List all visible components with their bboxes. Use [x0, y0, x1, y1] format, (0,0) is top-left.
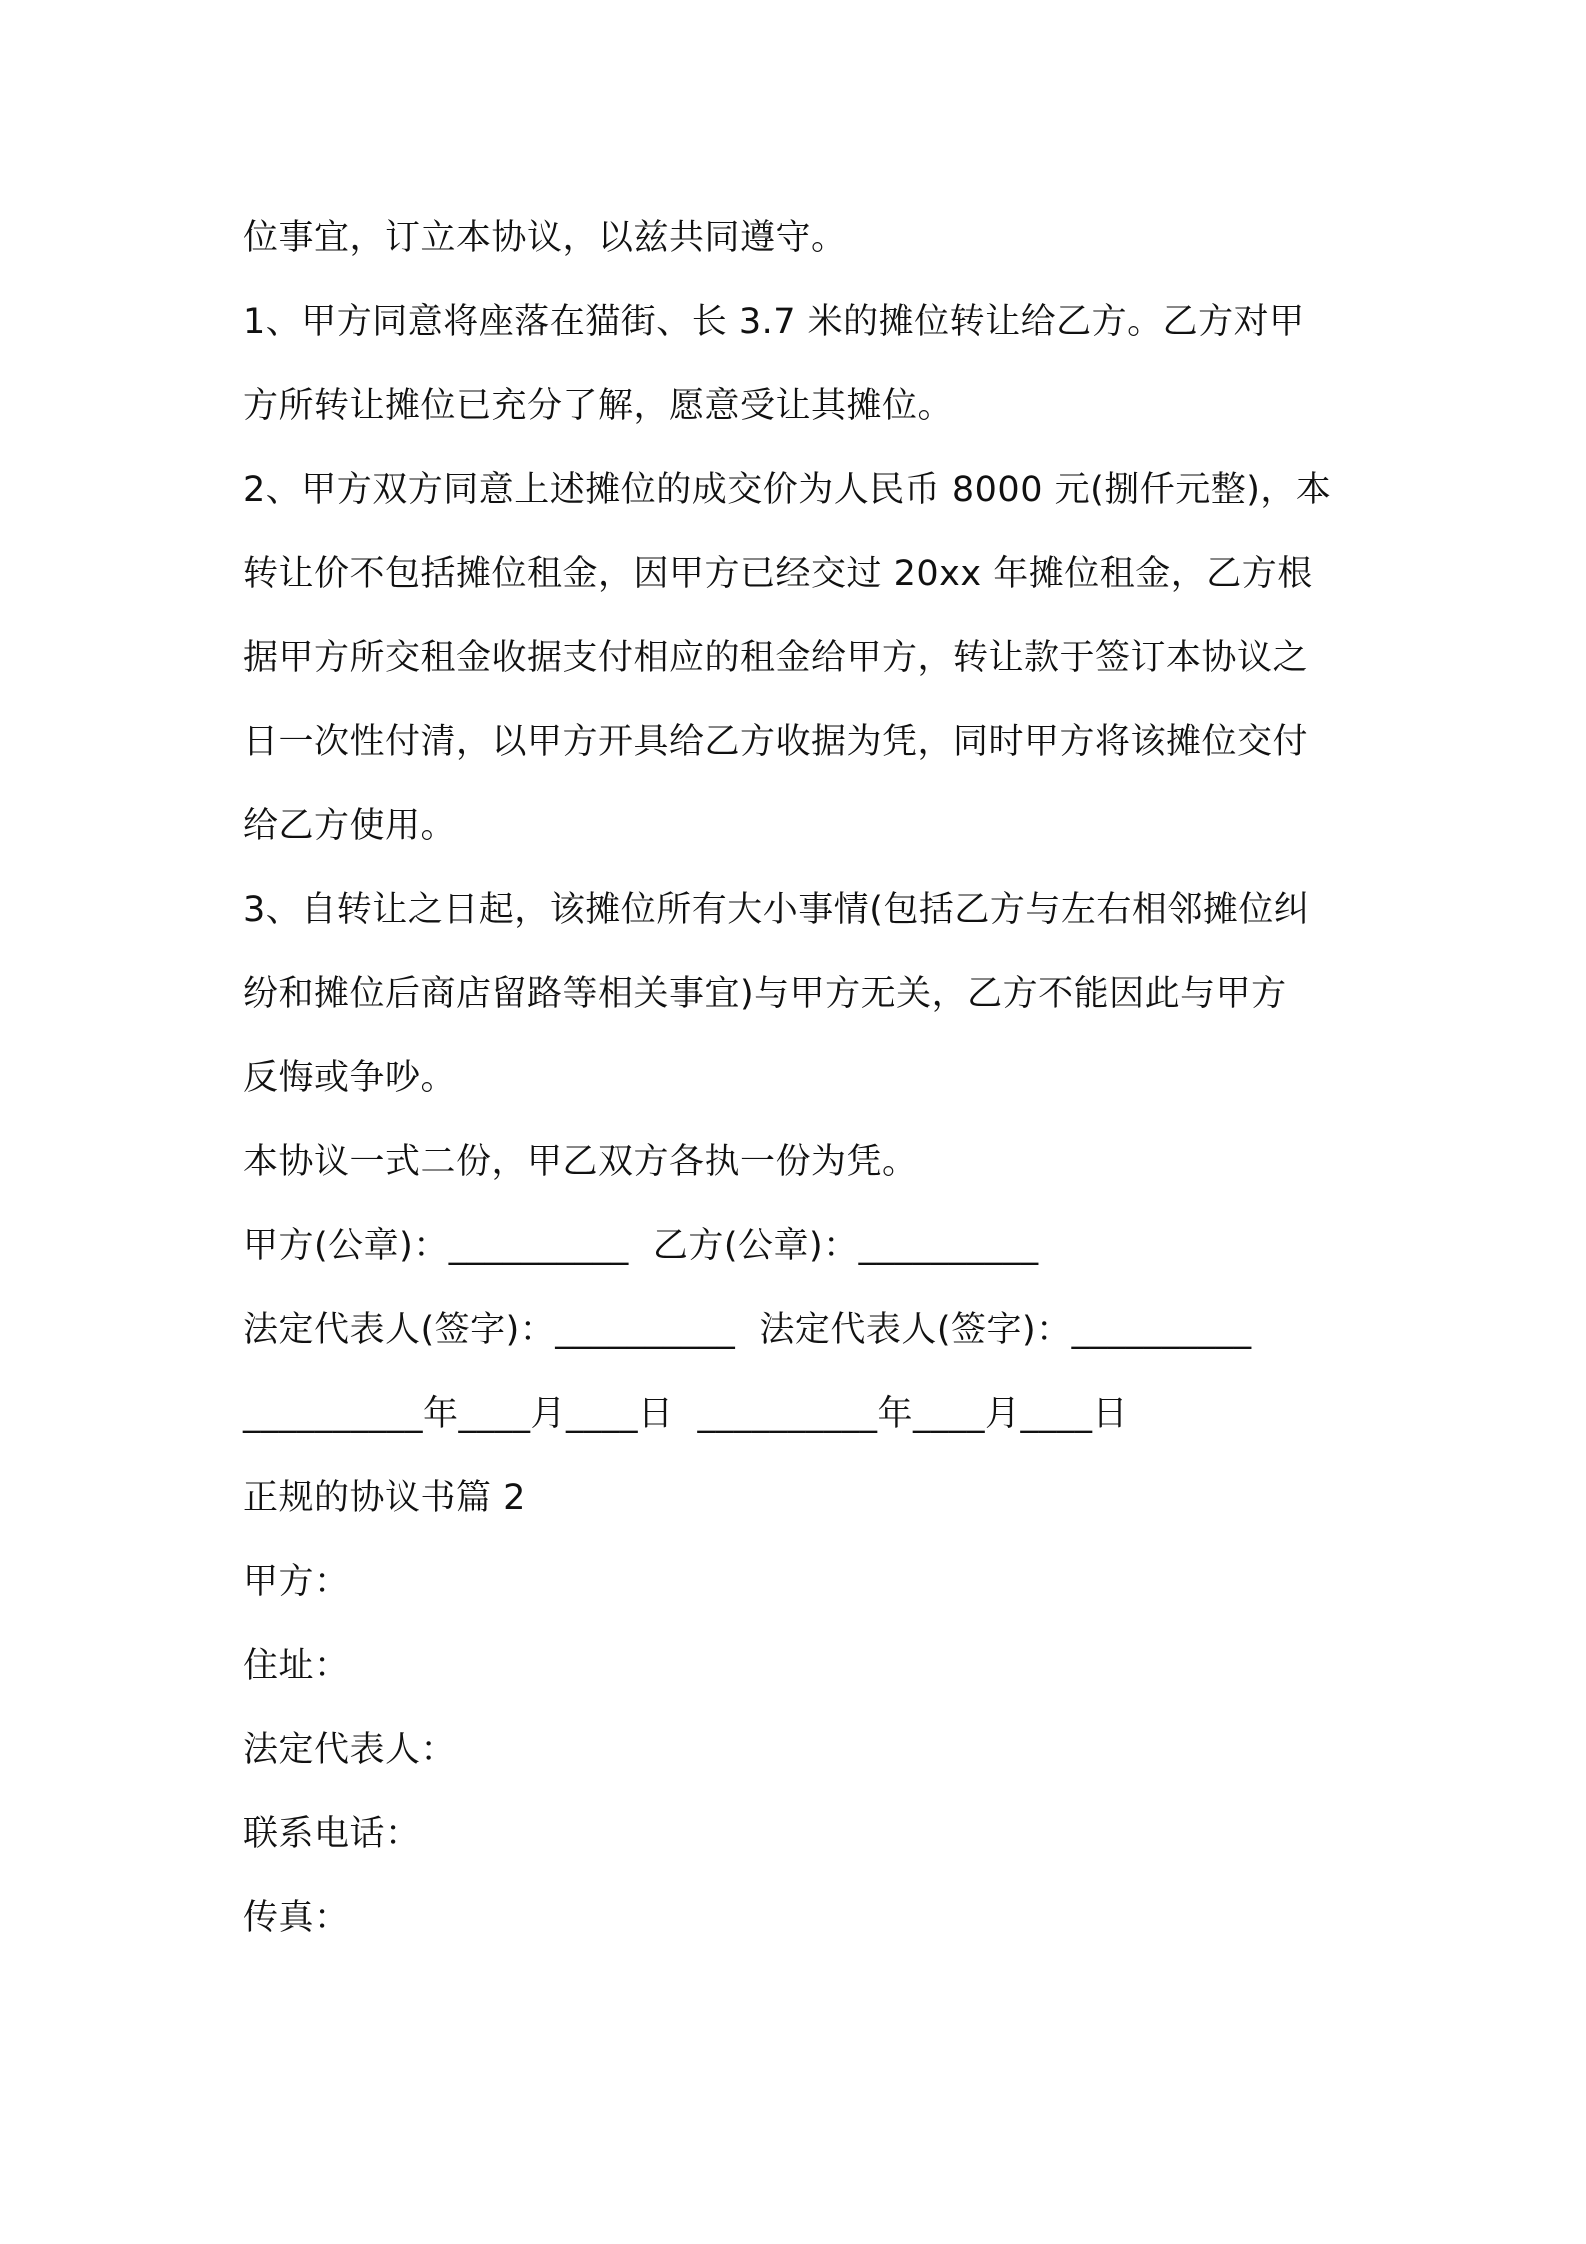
section-title: 正规的协议书篇 2	[243, 1478, 526, 1518]
paragraph-line: 据甲方所交租金收据支付相应的租金给甲方，转让款于签订本协议之	[243, 638, 1309, 678]
signature-rep-row	[243, 1288, 1353, 1372]
paragraph-line: 日一次性付清，以甲方开具给乙方收据为凭，同时甲方将该摊位交付	[243, 722, 1309, 762]
party-b-rep-field: 法定代表人(签字)：__________	[759, 1310, 1252, 1350]
paragraph-line: 给乙方使用。	[243, 806, 457, 846]
paragraph-line: 方所转让摊位已充分了解，愿意受让其摊位。	[243, 386, 954, 426]
field-phone: 联系电话：	[243, 1814, 421, 1854]
field-fax: 传真：	[243, 1898, 350, 1938]
paragraph-line: 反悔或争吵。	[243, 1058, 457, 1098]
party-b-seal-field: 乙方(公章)：__________	[652, 1226, 1039, 1266]
paragraph-line: 纷和摊位后商店留路等相关事宜)与甲方无关，乙方不能因此与甲方	[243, 974, 1287, 1014]
field-address: 住址：	[243, 1646, 350, 1686]
paragraph-line: 1、甲方同意将座落在猫街、长 3.7 米的摊位转让给乙方。乙方对甲	[243, 302, 1305, 342]
signature-seal-row	[243, 1204, 1353, 1288]
party-b-date-field: __________年____月____日	[697, 1394, 1129, 1434]
field-party-a: 甲方：	[243, 1562, 350, 1602]
paragraph-line: 本协议一式二份，甲乙双方各执一份为凭。	[243, 1142, 918, 1182]
paragraph-line: 位事宜，订立本协议，以兹共同遵守。	[243, 218, 847, 258]
document-body	[243, 196, 1353, 1960]
signature-date-row	[243, 1372, 1353, 1456]
paragraph-line: 2、甲方双方同意上述摊位的成交价为人民币 8000 元(捌仟元整)，本	[243, 470, 1332, 510]
paragraph-line: 转让价不包括摊位租金，因甲方已经交过 20xx 年摊位租金，乙方根	[243, 554, 1313, 594]
party-a-date-field: __________年____月____日	[243, 1394, 674, 1434]
party-a-seal-field: 甲方(公章)：__________	[243, 1226, 629, 1266]
field-legal-rep: 法定代表人：	[243, 1730, 457, 1770]
paragraph-line: 3、自转让之日起，该摊位所有大小事情(包括乙方与左右相邻摊位纠	[243, 890, 1310, 930]
party-a-rep-field: 法定代表人(签字)：__________	[243, 1310, 736, 1350]
